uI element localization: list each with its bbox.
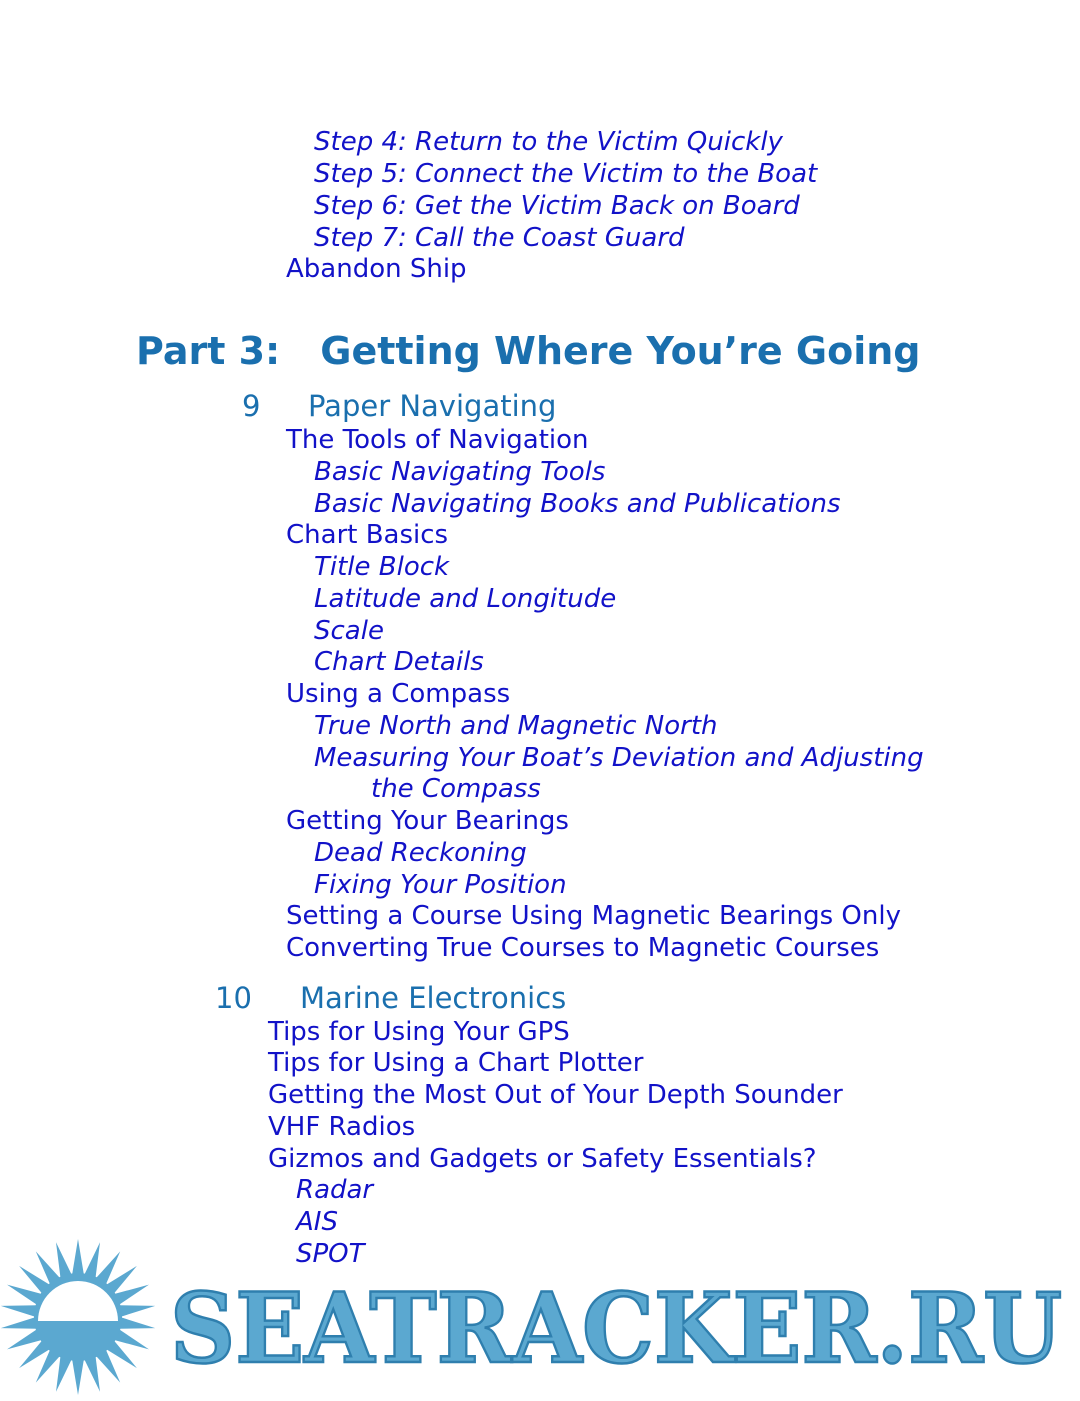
toc-entry[interactable]: The Tools of Navigation [286, 425, 589, 455]
chapter-title-link[interactable]: Paper Navigating [308, 389, 557, 423]
chapter-number: 9 [242, 389, 261, 423]
toc-entry[interactable]: Chart Basics [286, 520, 449, 550]
part-title: Getting Where You’re Going [320, 329, 921, 373]
toc-sub-entry[interactable]: Latitude and Longitude [314, 584, 617, 614]
toc-entry[interactable]: Converting True Courses to Magnetic Courses [286, 933, 880, 963]
toc-entry[interactable]: VHF Radios [268, 1112, 416, 1142]
toc-entry[interactable]: Getting the Most Out of Your Depth Sounder [268, 1080, 843, 1110]
toc-entry[interactable]: Using a Compass [286, 679, 511, 709]
toc-sub-entry[interactable]: Fixing Your Position [314, 870, 567, 900]
toc-sub-entry[interactable]: True North and Magnetic North [314, 711, 718, 741]
toc-entry[interactable]: Setting a Course Using Magnetic Bearings Only [286, 901, 901, 931]
toc-entry[interactable]: Getting Your Bearings [286, 806, 569, 836]
toc-sub-step5[interactable]: Step 5: Connect the Victim to the Boat [314, 159, 818, 189]
toc-sub-entry[interactable]: SPOT [296, 1239, 365, 1269]
part-heading [136, 329, 920, 373]
toc-entry[interactable]: Tips for Using a Chart Plotter [268, 1048, 644, 1078]
watermark-logo [0, 1236, 1080, 1397]
sun-logo-icon [0, 1236, 1080, 1397]
toc-sub-entry[interactable]: Scale [314, 616, 384, 646]
toc-sub-entry[interactable]: Basic Navigating Books and Publications [314, 489, 841, 519]
toc-sub-entry[interactable]: Dead Reckoning [314, 838, 527, 868]
toc-sub-step4[interactable]: Step 4: Return to the Victim Quickly [314, 127, 783, 157]
toc-sub-entry[interactable]: Title Block [314, 552, 450, 582]
toc-entry[interactable]: Tips for Using Your GPS [268, 1017, 570, 1047]
toc-sub-step7[interactable]: Step 7: Call the Coast Guard [314, 223, 685, 253]
toc-entry[interactable]: Gizmos and Gadgets or Safety Essentials? [268, 1144, 817, 1174]
chapter-title-link[interactable]: Marine Electronics [300, 981, 567, 1015]
toc-sub-entry[interactable]: AIS [296, 1207, 338, 1237]
toc-sub-step6[interactable]: Step 6: Get the Victim Back on Board [314, 191, 800, 221]
toc-sub-entry-continuation[interactable]: the Compass [371, 774, 541, 804]
watermark-text: SEATRACKER.RU [170, 1272, 1062, 1385]
toc-sub-entry[interactable]: Radar [296, 1175, 374, 1205]
chapter-number: 10 [215, 981, 252, 1015]
toc-entry-abandon-ship[interactable]: Abandon Ship [286, 254, 467, 284]
toc-sub-entry[interactable]: Measuring Your Boat’s Deviation and Adjusting [314, 743, 924, 773]
toc-sub-entry[interactable]: Basic Navigating Tools [314, 457, 606, 487]
part-label: Part 3: [136, 329, 281, 373]
toc-sub-entry[interactable]: Chart Details [314, 647, 484, 677]
